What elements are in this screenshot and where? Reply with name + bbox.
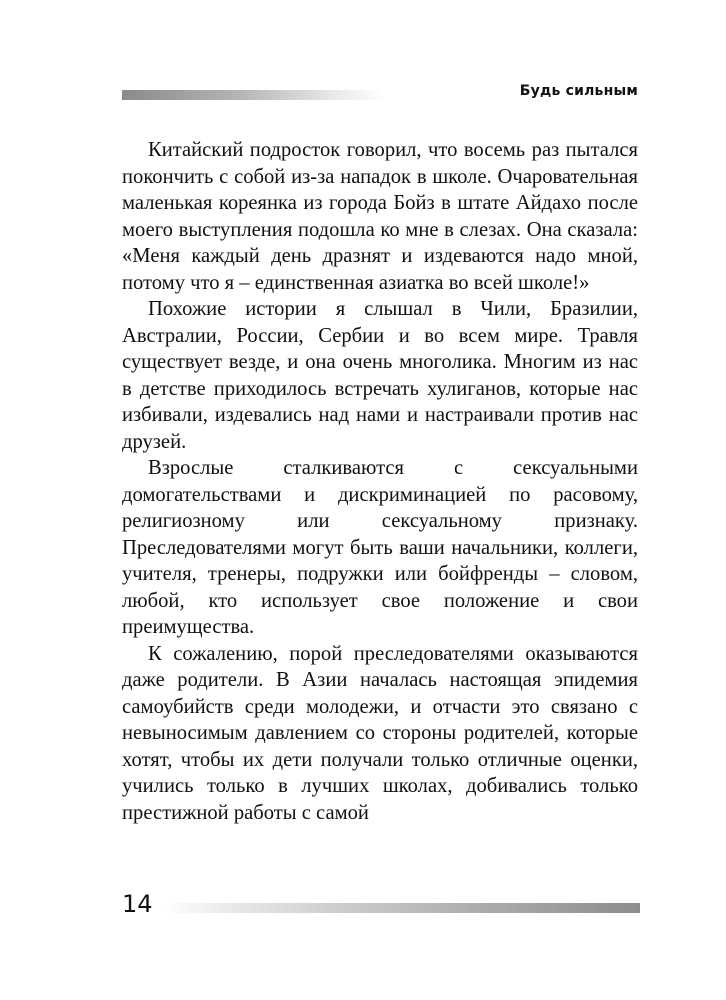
- header-decorative-bar: [122, 90, 384, 100]
- running-head: Будь сильным: [519, 83, 638, 99]
- paragraph: Китайский подросток говорил, что восемь раз пытался покончить с собой из-за нападок в школе. Очаровательная маленькая кореянка из города Бойз в штате Айдахо после моего выступления подошла ко мне в слезах. Она сказала: «Меня каждый день дразнят и издеваются надо мной, потому что я – единственная азиатка во всей школе!»: [122, 139, 638, 294]
- paragraph: К сожалению, порой преследователями оказываются даже родители. В Азии началась настоящая эпидемия самоубийств среди молодежи, и отчасти это связано с невыносимым давлением со стороны родителей, которые хотят, чтобы их дети получали только отличные оценки, учились только в лучших школах, добивались только престижной работы с самой: [122, 642, 638, 824]
- page-number: 14: [122, 890, 153, 918]
- footer-decorative-bar: [160, 903, 640, 913]
- paragraph: Похожие истории я слышал в Чили, Бразилии, Австралии, России, Сербии и во всем мире. Травля существует везде, и она очень многолика. Многим из нас в детстве приходилось встречать хулиганов, которые нас избивали, издевались над нами и настраивали против нас друзей.: [122, 298, 638, 453]
- body-text: [122, 137, 638, 826]
- paragraph: Взрослые сталкиваются с сексуальными домогательствами и дискриминацией по расовому, религиозному или сексуальному признаку. Преследователями могут быть ваши начальники, коллеги, учителя, тренеры, подружки или бойфренды – словом, любой, кто использует свое положение и свои преимущества.: [122, 457, 638, 638]
